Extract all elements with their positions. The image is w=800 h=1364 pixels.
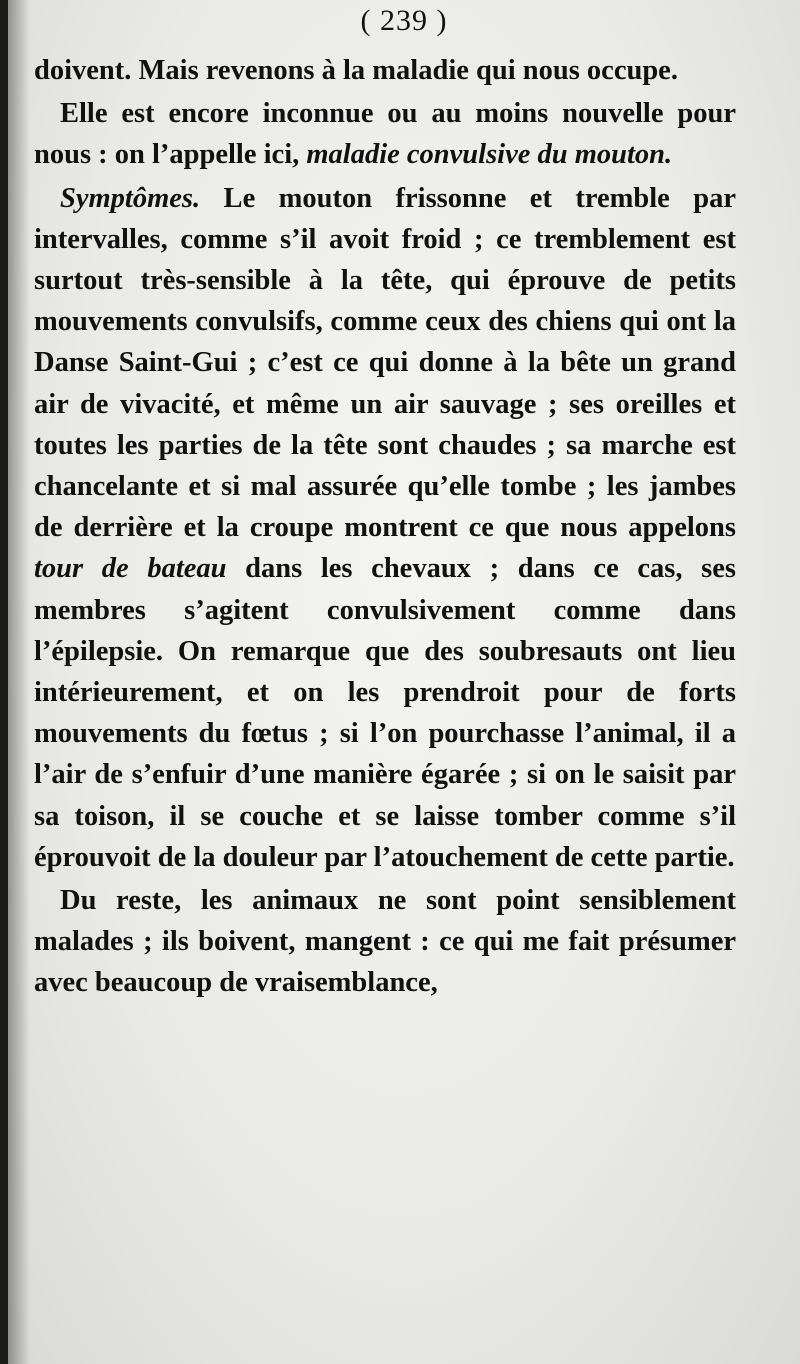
text-segment: dans les chevaux ; dans ce cas, ses membres s’agitent convulsivement comme dans l’épilepsie. On remarque que des soubresauts ont lieu intérieurement, et on les prendroit pour de forts mouvements du fœtus ; si l’on pourchasse l’animal, il a l’air de s’enfuir d’une manière égarée ; si on le saisit par sa toison, il se couche et se laisse tomber comme s’il éprouvoit de la douleur par l’atouchement de cette partie. <box>34 553 736 873</box>
text-segment: Le mouton frissonne et tremble par intervalles, comme s’il avoit froid ; ce tremblement est surtout très-sensible à la tête, qui éprouve de petits mouvements convulsifs, comme ceux des chiens qui ont la Danse Saint-Gui ; c’est ce qui donne à la bête un grand air de vivacité, et même un air sauvage ; ses oreilles et toutes les parties de la tête sont chaudes ; sa marche est chancelante et si mal assurée qu’elle tombe ; les jambes de derrière et la croupe montrent ce que nous appelons <box>34 182 736 544</box>
italic-text-segment: tour de bateau <box>34 553 227 585</box>
paragraph-1 <box>34 50 736 91</box>
page-number: ( 239 ) <box>360 4 448 37</box>
book-page <box>8 0 800 1364</box>
text-segment: Du reste, les animaux ne sont point sensiblement malades ; ils boivent, mangent : ce qui me fait présumer avec beaucoup de vraisemblance, <box>34 885 736 999</box>
italic-text-segment: Symptômes. <box>60 182 201 214</box>
page-gutter-shadow <box>8 0 30 1364</box>
text-segment: doivent. Mais revenons à la maladie qui nous occupe. <box>34 55 678 86</box>
paragraph-4 <box>34 880 736 1004</box>
paragraph-3 <box>34 178 736 878</box>
italic-text-segment: maladie convulsive du mouton. <box>306 139 673 171</box>
page-body <box>34 50 736 1004</box>
text-segment: Elle est encore inconnue ou au moins nouvelle pour nous : on l’appelle ici, <box>34 98 736 171</box>
paragraph-2 <box>34 93 736 175</box>
